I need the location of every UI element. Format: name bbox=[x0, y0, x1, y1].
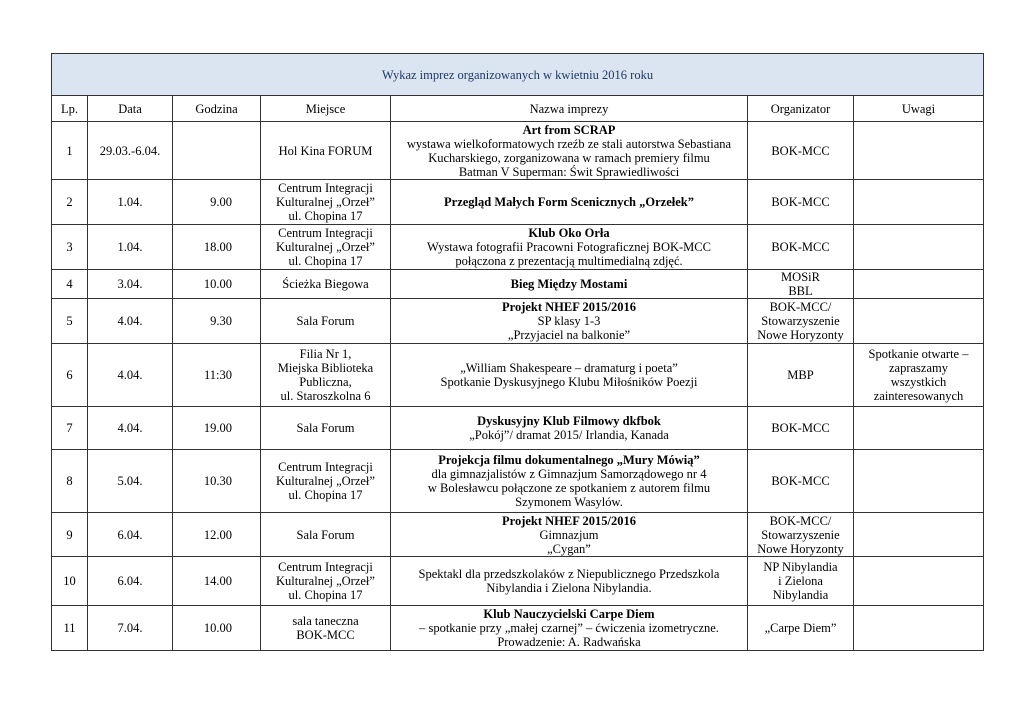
cell-lp: 5 bbox=[52, 299, 88, 344]
cell-organizator bbox=[748, 270, 854, 299]
cell-godzina: 10.30 bbox=[173, 450, 261, 513]
cell-miejsce-line: Sala Forum bbox=[296, 421, 355, 435]
cell-miejsce bbox=[261, 450, 391, 513]
cell-organizator-line: BOK-MCC bbox=[771, 240, 830, 254]
cell-nazwa-line: – spotkanie przy „małej czarnej” – ćwiczenia izometryczne. bbox=[419, 621, 719, 635]
cell-godzina: 9.30 bbox=[173, 299, 261, 344]
cell-miejsce-line: Centrum Integracji bbox=[278, 226, 373, 240]
cell-uwagi bbox=[854, 344, 984, 407]
header-miejsce: Miejsce bbox=[261, 96, 391, 122]
cell-miejsce-line: ul. Staroszkolna 6 bbox=[280, 389, 371, 403]
cell-nazwa-line: Wystawa fotografii Pracowni Fotograficznej BOK-MCC bbox=[427, 240, 711, 254]
cell-godzina: 9.00 bbox=[173, 180, 261, 225]
cell-godzina: 10.00 bbox=[173, 606, 261, 651]
events-table bbox=[51, 53, 984, 651]
cell-data: 4.04. bbox=[88, 407, 173, 450]
cell-nazwa-line: połączona z prezentacją multimedialną zdjęć. bbox=[455, 254, 683, 268]
cell-nazwa-title: Klub Nauczycielski Carpe Diem bbox=[483, 607, 655, 621]
cell-organizator-line: BOK-MCC/ bbox=[769, 513, 832, 528]
cell-nazwa bbox=[391, 344, 748, 407]
cell-uwagi bbox=[854, 225, 984, 270]
cell-lp: 6 bbox=[52, 344, 88, 407]
cell-data: 7.04. bbox=[88, 606, 173, 651]
header-organizator: Organizator bbox=[748, 96, 854, 122]
header-godzina: Godzina bbox=[173, 96, 261, 122]
cell-nazwa-title: Bieg Między Mostami bbox=[510, 277, 628, 291]
cell-data: 6.04. bbox=[88, 557, 173, 606]
cell-lp: 4 bbox=[52, 270, 88, 299]
cell-nazwa-line: Kucharskiego, zorganizowana w ramach premiery filmu bbox=[428, 150, 710, 165]
header-row bbox=[52, 96, 984, 122]
header-uwagi: Uwagi bbox=[854, 96, 984, 122]
cell-nazwa-title: Dyskusyjny Klub Filmowy dkfbok bbox=[477, 414, 661, 428]
cell-nazwa-line: Spektakl dla przedszkolaków z Niepublicznego Przedszkola bbox=[418, 567, 720, 581]
cell-miejsce bbox=[261, 270, 391, 299]
cell-organizator bbox=[748, 344, 854, 407]
cell-nazwa-line: w Bolesławcu połączone ze spotkaniem z autorem filmu bbox=[427, 481, 711, 495]
cell-miejsce bbox=[261, 606, 391, 651]
cell-data: 3.04. bbox=[88, 270, 173, 299]
cell-organizator bbox=[748, 225, 854, 270]
cell-miejsce-line: Miejska Biblioteka bbox=[277, 361, 374, 375]
cell-miejsce-line: Hol Kina FORUM bbox=[278, 143, 373, 158]
cell-organizator-line: i Zielona bbox=[778, 574, 823, 588]
header-data: Data bbox=[88, 96, 173, 122]
cell-miejsce-line: Ścieżka Biegowa bbox=[282, 277, 369, 291]
title-row bbox=[52, 54, 984, 96]
cell-lp: 3 bbox=[52, 225, 88, 270]
cell-organizator-line: BOK-MCC bbox=[771, 195, 830, 209]
cell-data: 1.04. bbox=[88, 180, 173, 225]
cell-godzina: 10.00 bbox=[173, 270, 261, 299]
cell-data: 4.04. bbox=[88, 344, 173, 407]
cell-uwagi bbox=[854, 299, 984, 344]
cell-miejsce-line: Centrum Integracji bbox=[278, 460, 373, 474]
table-row bbox=[52, 122, 984, 180]
cell-godzina: 18.00 bbox=[173, 225, 261, 270]
cell-organizator-line: MOSiR bbox=[781, 270, 820, 284]
cell-organizator-line: Nowe Horyzonty bbox=[757, 328, 844, 342]
cell-uwagi bbox=[854, 557, 984, 606]
cell-nazwa bbox=[391, 122, 748, 180]
cell-miejsce-line: Sala Forum bbox=[296, 527, 355, 542]
cell-miejsce-line: ul. Chopina 17 bbox=[288, 209, 363, 223]
cell-miejsce bbox=[261, 180, 391, 225]
cell-organizator bbox=[748, 513, 854, 557]
cell-uwagi bbox=[854, 606, 984, 651]
cell-data: 29.03.-6.04. bbox=[88, 122, 173, 180]
table-title: Wykaz imprez organizowanych w kwietniu 2016 roku bbox=[52, 54, 984, 96]
cell-organizator bbox=[748, 606, 854, 651]
cell-nazwa bbox=[391, 299, 748, 344]
cell-nazwa bbox=[391, 270, 748, 299]
cell-nazwa bbox=[391, 513, 748, 557]
cell-organizator-line: Nibylandia bbox=[772, 588, 829, 602]
cell-nazwa-line: Spotkanie Dyskusyjnego Klubu Miłośników Poezji bbox=[440, 375, 698, 389]
cell-miejsce bbox=[261, 225, 391, 270]
cell-miejsce-line: Filia Nr 1, bbox=[299, 347, 352, 361]
cell-uwagi bbox=[854, 407, 984, 450]
table-row bbox=[52, 513, 984, 557]
header-lp: Lp. bbox=[52, 96, 88, 122]
cell-lp: 7 bbox=[52, 407, 88, 450]
cell-nazwa-line: „William Shakespeare – dramaturg i poeta” bbox=[460, 361, 678, 375]
cell-miejsce-line: ul. Chopina 17 bbox=[288, 488, 363, 502]
cell-miejsce-line: Kulturalnej „Orzeł” bbox=[276, 574, 375, 588]
cell-nazwa bbox=[391, 407, 748, 450]
cell-organizator-line: „Carpe Diem” bbox=[764, 621, 837, 635]
cell-nazwa-line: SP klasy 1-3 bbox=[537, 314, 601, 328]
table-row bbox=[52, 606, 984, 651]
cell-godzina: 12.00 bbox=[173, 513, 261, 557]
cell-nazwa bbox=[391, 557, 748, 606]
cell-godzina: 14.00 bbox=[173, 557, 261, 606]
cell-uwagi bbox=[854, 270, 984, 299]
cell-nazwa-line: Batman V Superman: Świt Sprawiedliwości bbox=[458, 164, 680, 179]
cell-miejsce-line: Kulturalnej „Orzeł” bbox=[276, 195, 375, 209]
cell-lp: 8 bbox=[52, 450, 88, 513]
cell-miejsce bbox=[261, 299, 391, 344]
cell-uwagi-line: zapraszamy bbox=[889, 361, 948, 375]
table-row bbox=[52, 270, 984, 299]
header-nazwa: Nazwa imprezy bbox=[391, 96, 748, 122]
cell-organizator-line: Stowarzyszenie bbox=[761, 527, 840, 542]
cell-nazwa-line: Prowadzenie: A. Radwańska bbox=[497, 635, 641, 649]
cell-nazwa-line: Nibylandia i Zielona Nibylandia. bbox=[486, 581, 652, 595]
cell-organizator-line: Nowe Horyzonty bbox=[757, 541, 844, 556]
cell-nazwa-line: „Przyjaciel na balkonie” bbox=[507, 328, 631, 342]
cell-organizator bbox=[748, 122, 854, 180]
cell-nazwa bbox=[391, 606, 748, 651]
cell-uwagi bbox=[854, 513, 984, 557]
cell-nazwa-line: Gimnazjum bbox=[539, 527, 599, 542]
cell-nazwa bbox=[391, 450, 748, 513]
cell-data: 6.04. bbox=[88, 513, 173, 557]
cell-nazwa-title: Projekt NHEF 2015/2016 bbox=[501, 300, 636, 314]
cell-uwagi-line: wszystkich bbox=[890, 375, 947, 389]
cell-miejsce-line: ul. Chopina 17 bbox=[288, 588, 363, 602]
cell-nazwa-title: Przegląd Małych Form Scenicznych „Orzełek” bbox=[444, 195, 694, 209]
cell-organizator-line: BOK-MCC/ bbox=[769, 300, 832, 314]
cell-lp: 11 bbox=[52, 606, 88, 651]
cell-nazwa-line: wystawa wielkoformatowych rzeźb ze stali autorstwa Sebastiana bbox=[406, 136, 732, 151]
cell-godzina bbox=[173, 122, 261, 180]
cell-organizator bbox=[748, 407, 854, 450]
cell-organizator-line: Stowarzyszenie bbox=[761, 314, 840, 328]
cell-organizator-line: BOK-MCC bbox=[771, 421, 830, 435]
cell-nazwa bbox=[391, 225, 748, 270]
cell-nazwa-line: „Pokój”/ dramat 2015/ Irlandia, Kanada bbox=[469, 428, 669, 442]
cell-miejsce bbox=[261, 344, 391, 407]
table-row bbox=[52, 299, 984, 344]
cell-miejsce-line: Centrum Integracji bbox=[278, 560, 373, 574]
cell-organizator-line: BOK-MCC bbox=[771, 474, 830, 488]
cell-miejsce-line: Kulturalnej „Orzeł” bbox=[276, 474, 375, 488]
cell-miejsce bbox=[261, 557, 391, 606]
table-row bbox=[52, 557, 984, 606]
cell-nazwa-title: Art from SCRAP bbox=[522, 122, 616, 137]
table-body bbox=[52, 122, 984, 651]
cell-uwagi bbox=[854, 180, 984, 225]
cell-nazwa-title: Projekcja filmu dokumentalnego „Mury Mówią” bbox=[438, 453, 700, 467]
table-row bbox=[52, 450, 984, 513]
cell-miejsce-line: BOK-MCC bbox=[296, 628, 355, 642]
table-row bbox=[52, 180, 984, 225]
cell-organizator-line: MBP bbox=[787, 368, 814, 382]
cell-godzina: 11:30 bbox=[173, 344, 261, 407]
cell-lp: 1 bbox=[52, 122, 88, 180]
cell-miejsce-line: sala taneczna bbox=[292, 614, 359, 628]
cell-nazwa bbox=[391, 180, 748, 225]
cell-organizator-line: NP Nibylandia bbox=[763, 560, 838, 574]
cell-miejsce-line: Centrum Integracji bbox=[278, 181, 373, 195]
cell-organizator-line: BBL bbox=[788, 284, 813, 298]
cell-miejsce-line: Sala Forum bbox=[296, 314, 355, 328]
cell-uwagi bbox=[854, 122, 984, 180]
cell-godzina: 19.00 bbox=[173, 407, 261, 450]
cell-miejsce bbox=[261, 122, 391, 180]
cell-lp: 9 bbox=[52, 513, 88, 557]
cell-organizator bbox=[748, 299, 854, 344]
cell-miejsce-line: ul. Chopina 17 bbox=[288, 254, 363, 268]
cell-organizator-line: BOK-MCC bbox=[771, 143, 830, 158]
cell-data: 5.04. bbox=[88, 450, 173, 513]
cell-lp: 2 bbox=[52, 180, 88, 225]
cell-uwagi-line: Spotkanie otwarte – bbox=[868, 347, 969, 361]
cell-nazwa-line: „Cygan” bbox=[547, 541, 591, 556]
table-row bbox=[52, 407, 984, 450]
table-row bbox=[52, 344, 984, 407]
cell-miejsce bbox=[261, 407, 391, 450]
cell-miejsce bbox=[261, 513, 391, 557]
cell-organizator bbox=[748, 450, 854, 513]
cell-lp: 10 bbox=[52, 557, 88, 606]
cell-nazwa-title: Klub Oko Orła bbox=[528, 226, 610, 240]
table-row bbox=[52, 225, 984, 270]
cell-miejsce-line: Kulturalnej „Orzeł” bbox=[276, 240, 375, 254]
cell-organizator bbox=[748, 180, 854, 225]
cell-data: 1.04. bbox=[88, 225, 173, 270]
cell-nazwa-line: dla gimnazjalistów z Gimnazjum Samorządowego nr 4 bbox=[431, 467, 707, 481]
cell-data: 4.04. bbox=[88, 299, 173, 344]
cell-organizator bbox=[748, 557, 854, 606]
cell-uwagi-line: zainteresowanych bbox=[873, 389, 964, 403]
cell-nazwa-line: Szymonem Wasylów. bbox=[515, 495, 623, 509]
cell-miejsce-line: Publiczna, bbox=[299, 375, 352, 389]
cell-nazwa-title: Projekt NHEF 2015/2016 bbox=[501, 513, 636, 528]
cell-uwagi bbox=[854, 450, 984, 513]
